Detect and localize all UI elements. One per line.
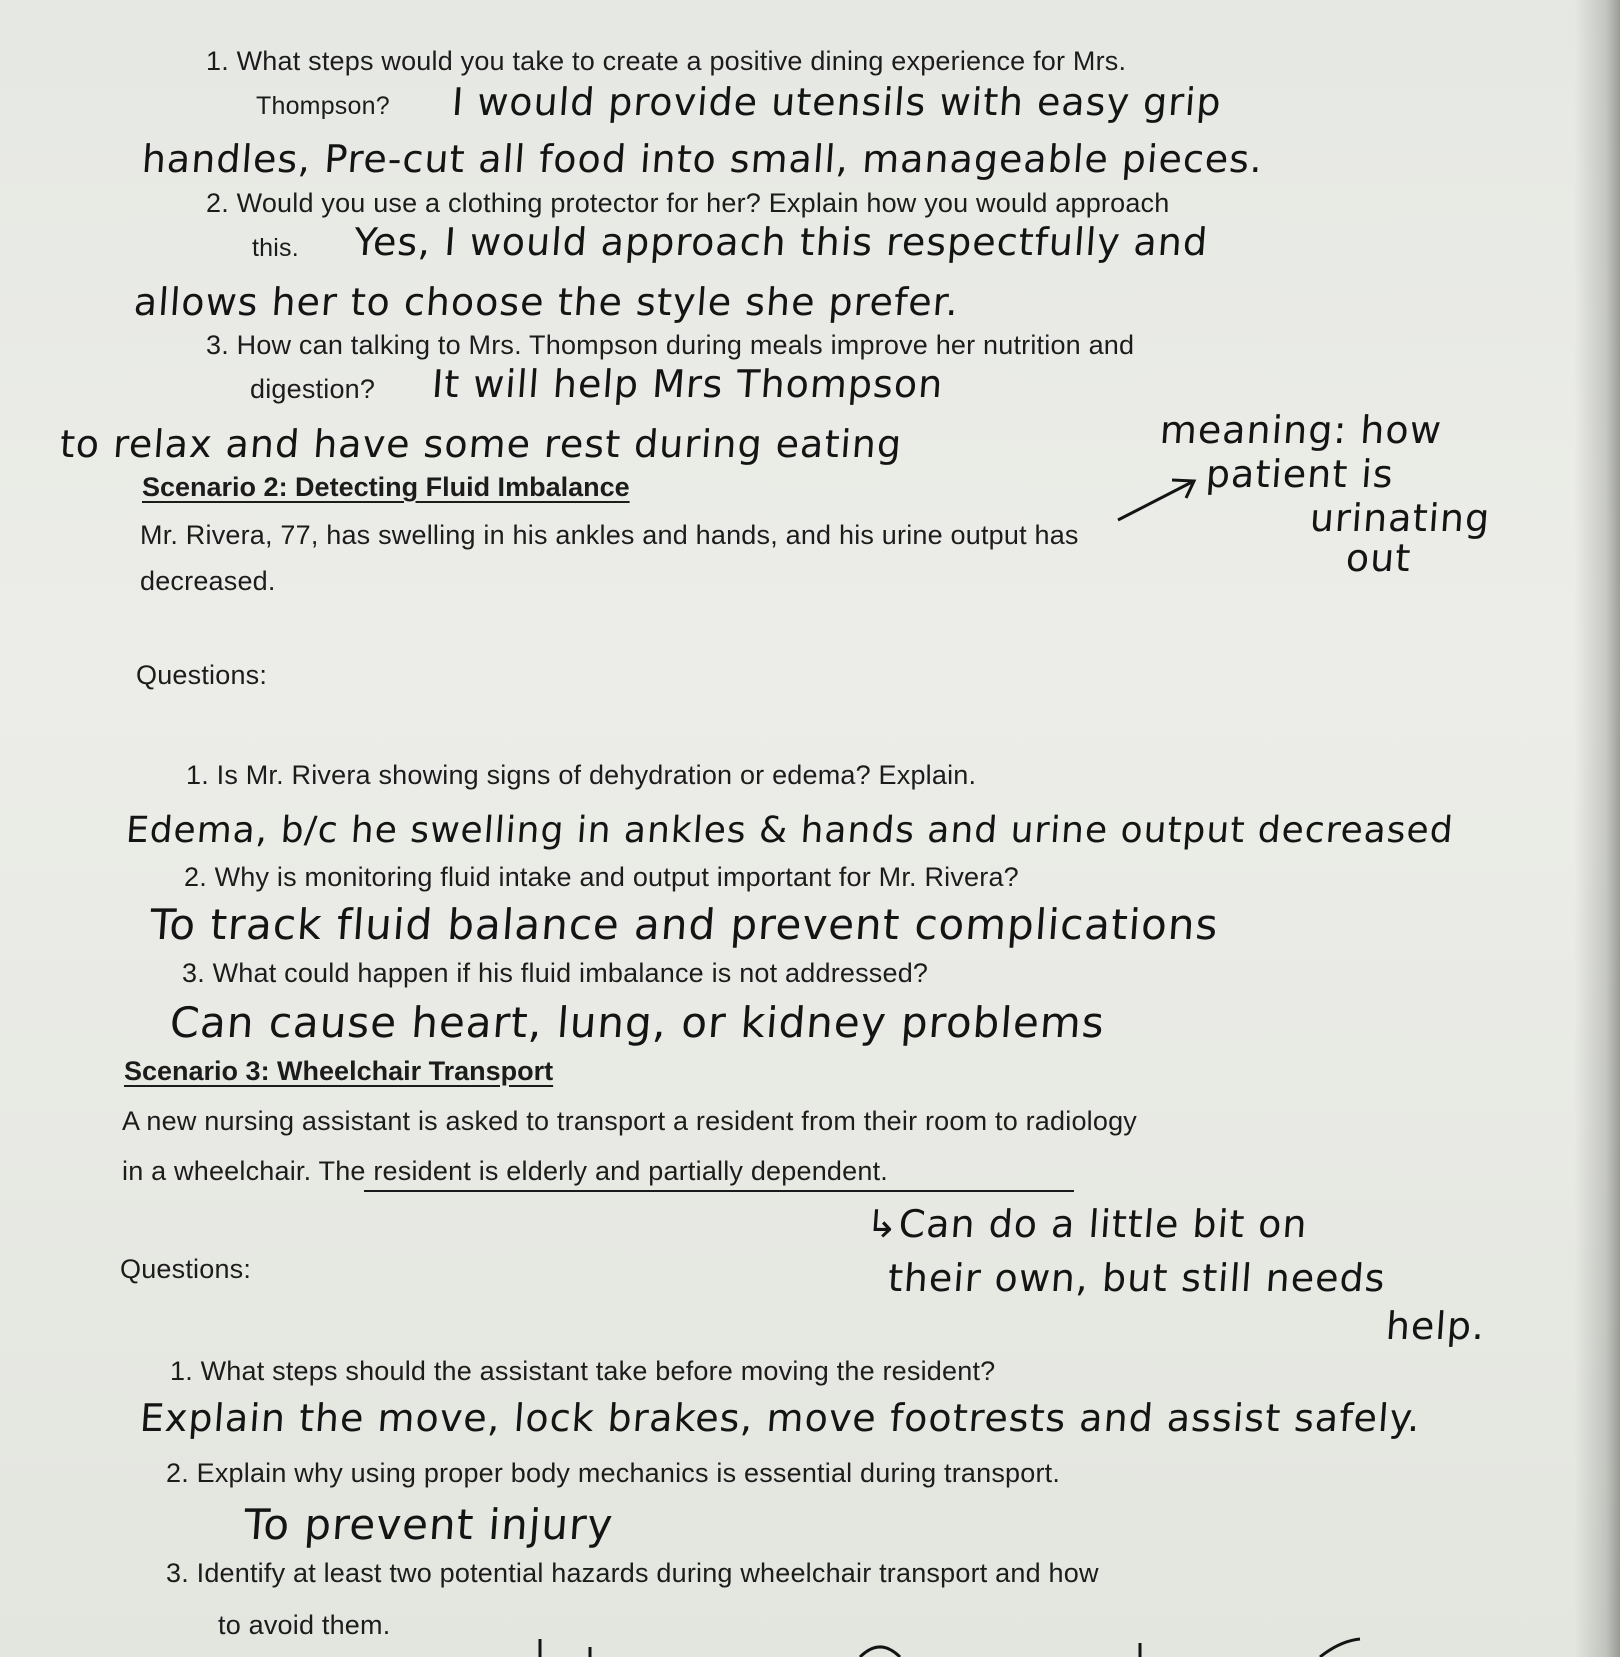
s1-answer-2-line-2: allows her to choose the style she prefer. <box>132 280 961 324</box>
s2-question-3: 3. What could happen if his fluid imbalance is not addressed? <box>182 958 929 988</box>
side-note-line-1: meaning: how <box>1158 408 1444 452</box>
scenario-2-heading: Scenario 2: Detecting Fluid Imbalance <box>142 472 630 502</box>
side-note-arrow <box>1110 470 1210 530</box>
s3-question-1: 1. What steps should the assistant take before moving the resident? <box>170 1356 996 1386</box>
s1-answer-2-line-1: Yes, I would approach this respectfully and <box>352 220 1210 264</box>
s1-answer-1-line-1: I would provide utensils with easy grip <box>450 80 1224 124</box>
s2-answer-1: Edema, b/c he swelling in ankles & hands and urine output decreased <box>124 810 1456 851</box>
s1-answer-1-line-2: handles, Pre-cut all food into small, manageable pieces. <box>140 137 1265 181</box>
scenario-3-intro-line-1: A new nursing assistant is asked to transport a resident from their room to radiology <box>122 1106 1137 1136</box>
s2-answer-3: Can cause heart, lung, or kidney problems <box>168 998 1107 1047</box>
s1-question-3-continued: digestion? <box>250 374 376 404</box>
scenario-3-heading: Scenario 3: Wheelchair Transport <box>124 1056 554 1086</box>
side-note-line-3: urinating <box>1308 496 1492 540</box>
scenario-3-questions-label: Questions: <box>120 1254 252 1284</box>
s3-answer-2: To prevent injury <box>242 1500 615 1549</box>
s2-answer-2: To track fluid balance and prevent complications <box>148 900 1221 949</box>
s2-question-2: 2. Why is monitoring fluid intake and output important for Mr. Rivera? <box>184 862 1019 892</box>
s2-question-1: 1. Is Mr. Rivera showing signs of dehydration or edema? Explain. <box>186 760 977 790</box>
scenario-3-intro-line-2: in a wheelchair. The resident is elderly and partially dependent. <box>122 1156 888 1186</box>
s3-answer-1: Explain the move, lock brakes, move footrests and assist safely. <box>138 1396 1423 1440</box>
s3-question-2: 2. Explain why using proper body mechanics is essential during transport. <box>166 1458 1061 1488</box>
s1-question-1: 1. What steps would you take to create a positive dining experience for Mrs. <box>206 46 1127 76</box>
scenario-3-note-line-3: help. <box>1384 1304 1487 1348</box>
scenario-2-intro-line-2: decreased. <box>140 566 276 596</box>
s3-question-3: 3. Identify at least two potential hazards during wheelchair transport and how <box>166 1558 1099 1588</box>
cut-off-handwriting <box>520 1637 1420 1657</box>
s1-question-1-continued: Thompson? <box>256 92 390 120</box>
scenario-3-handwritten-underline <box>364 1190 1074 1192</box>
side-note-line-4: out <box>1344 536 1413 580</box>
s1-question-3: 3. How can talking to Mrs. Thompson during meals improve her nutrition and <box>206 330 1135 360</box>
s1-answer-3-line-1: It will help Mrs Thompson <box>430 362 945 406</box>
s1-question-2: 2. Would you use a clothing protector for her? Explain how you would approach <box>206 188 1170 218</box>
s1-answer-3-line-2: to relax and have some rest during eating <box>58 422 904 466</box>
s1-question-2-continued: this. <box>252 234 299 262</box>
side-note-line-2: patient is <box>1204 452 1396 496</box>
s3-question-3-continued: to avoid them. <box>218 1610 391 1640</box>
scenario-3-note-line-2: their own, but still needs <box>886 1256 1388 1300</box>
page-edge-shadow <box>1574 0 1620 1657</box>
scenario-2-intro-line-1: Mr. Rivera, 77, has swelling in his ankles and hands, and his urine output has <box>140 520 1079 550</box>
scenario-3-note-line-1: ↳Can do a little bit on <box>864 1202 1310 1246</box>
scenario-2-questions-label: Questions: <box>136 660 268 690</box>
